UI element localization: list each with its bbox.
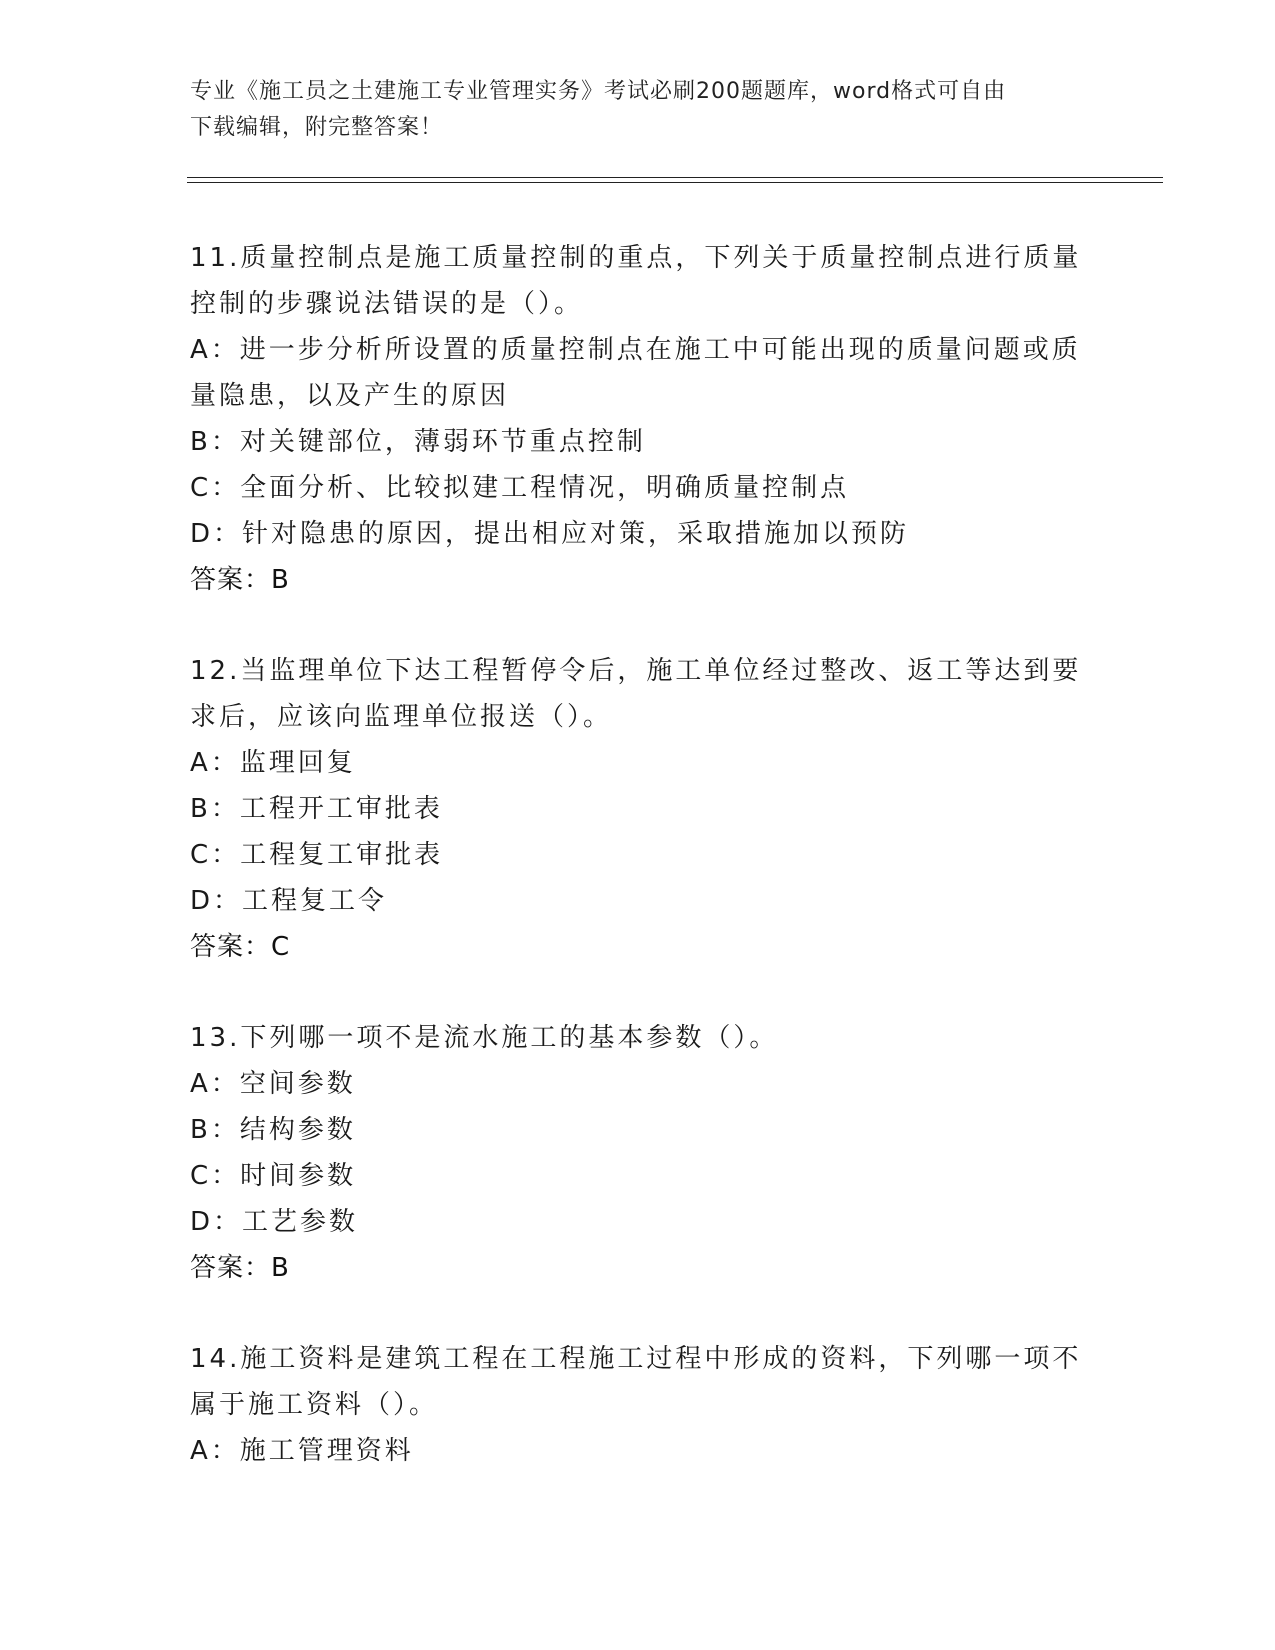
answer-label: 答案：B [190,565,290,595]
header-divider-top [187,177,1163,178]
header-line-1: 专业《施工员之土建施工专业管理实务》考试必刷200题题库，word格式可自由 [190,79,1007,104]
answer-label: 答案：B [190,1253,290,1283]
option-a: A：监理回复 [190,748,356,778]
option-a-line: A：进一步分析所设置的质量控制点在施工中可能出现的质量问题或质 [190,335,1081,365]
question-14 [190,1336,1090,1474]
option-b: B：工程开工审批表 [190,794,443,824]
question-12 [190,648,1090,970]
question-stem [190,235,1090,327]
stem-line: 13.下列哪一项不是流水施工的基本参数（）。 [190,1023,779,1053]
option-d: D：工艺参数 [190,1207,359,1237]
stem-line: 11.质量控制点是施工质量控制的重点，下列关于质量控制点进行质量 [190,243,1082,273]
stem-line: 属于施工资料（）。 [190,1390,439,1420]
answer-label: 答案：C [190,932,291,962]
stem-line: 12.当监理单位下达工程暂停令后，施工单位经过整改、返工等达到要 [190,656,1082,686]
question-stem [190,648,1090,740]
option-b: B：结构参数 [190,1115,356,1145]
option-c: C：时间参数 [190,1161,357,1191]
option-b: B：对关键部位，薄弱环节重点控制 [190,427,646,457]
header-line-2: 下载编辑，附完整答案！ [190,115,444,140]
question-13 [190,1015,1090,1291]
option-d: D：工程复工令 [190,886,388,916]
option-a: A：空间参数 [190,1069,356,1099]
option-a-line: 量隐患，以及产生的原因 [190,381,510,411]
option-a: A：施工管理资料 [190,1436,414,1466]
header-divider-bottom [187,182,1163,183]
option-c: C：工程复工审批表 [190,840,444,870]
option-c: C：全面分析、比较拟建工程情况，明确质量控制点 [190,473,850,503]
stem-line: 求后，应该向监理单位报送（）。 [190,702,613,732]
option-d: D：针对隐患的原因，提出相应对策，采取措施加以预防 [190,519,910,549]
question-list [190,235,1090,1519]
question-stem [190,1015,1090,1061]
question-stem [190,1336,1090,1428]
document-header [190,74,1070,146]
stem-line: 控制的步骤说法错误的是（）。 [190,289,584,319]
stem-line: 14.施工资料是建筑工程在工程施工过程中形成的资料，下列哪一项不 [190,1344,1082,1374]
question-11 [190,235,1090,603]
